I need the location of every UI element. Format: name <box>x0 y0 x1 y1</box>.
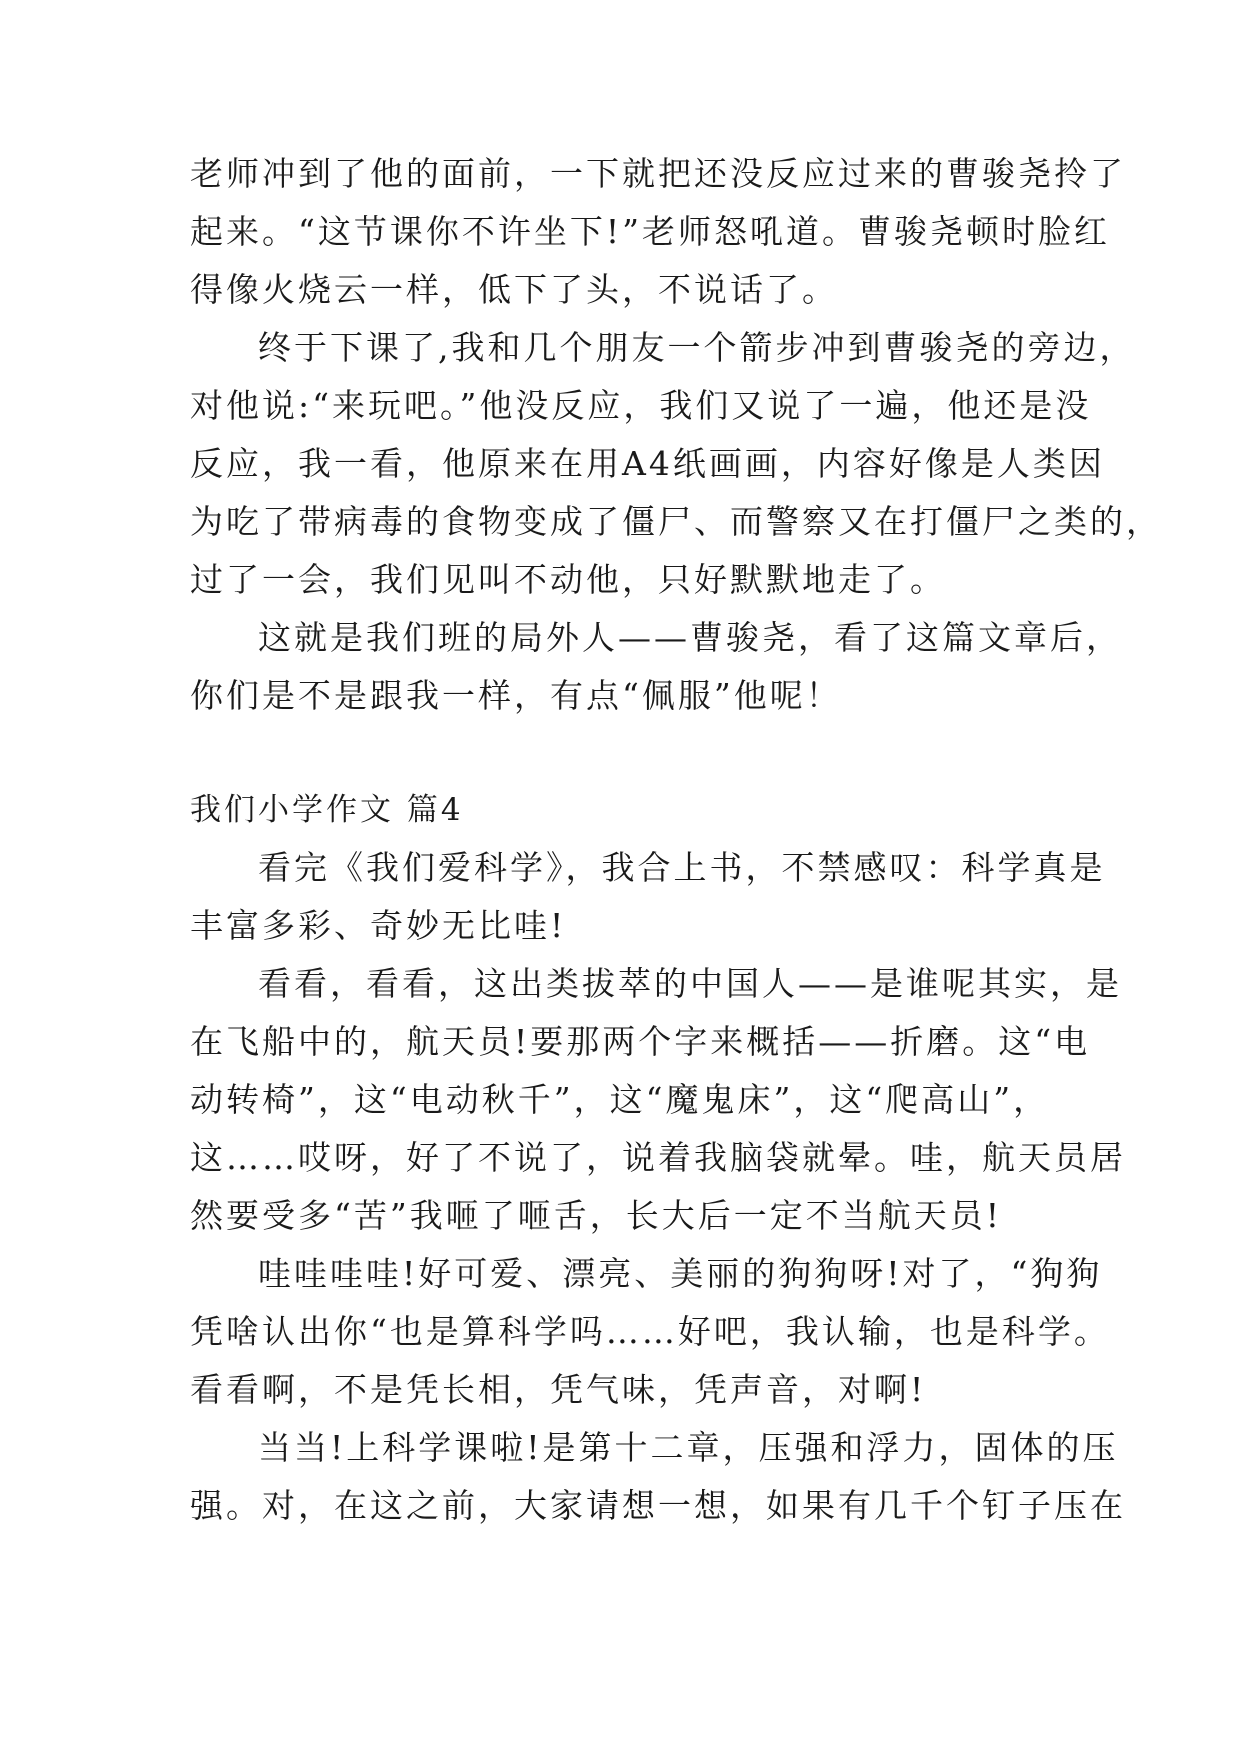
text-line: 得像火烧云一样，低下了头，不说话了。 <box>190 270 838 309</box>
text-line: 反应，我一看，他原来在用A4纸画画，内容好像是人类因 <box>190 444 1105 483</box>
paragraph-start-line: 当当!上科学课啦!是第十二章，压强和浮力，固体的压 <box>258 1428 1119 1467</box>
text-line: 强。对，在这之前，大家请想一想，如果有几千个钉子压在 <box>190 1486 1126 1525</box>
essay-heading: 我们小学作文 篇4 <box>190 792 464 828</box>
text-line: 丰富多彩、奇妙无比哇! <box>190 906 567 945</box>
paragraph-start-line: 看看，看看，这出类拔萃的中国人——是谁呢其实，是 <box>258 964 1122 1003</box>
text-line: 在飞船中的，航天员!要那两个字来概括——折磨。这“电 <box>190 1022 1091 1061</box>
text-line: 起来。“这节课你不许坐下!”老师怒吼道。曹骏尧顿时脸红 <box>190 212 1111 251</box>
paragraph-start-line: 终于下课了,我和几个朋友一个箭步冲到曹骏尧的旁边， <box>258 328 1136 367</box>
text-line: 老师冲到了他的面前，一下就把还没反应过来的曹骏尧拎了 <box>190 154 1126 193</box>
text-line: 动转椅”，这“电动秋千”，这“魔鬼床”，这“爬高山”， <box>190 1080 1050 1119</box>
paragraph-start-line: 哇哇哇哇!好可爱、漂亮、美丽的狗狗呀!对了，“狗狗 <box>258 1254 1103 1293</box>
text-line: 凭啥认出你“也是算科学吗……好吧，我认输，也是科学。 <box>190 1312 1110 1351</box>
text-line: 为吃了带病毒的食物变成了僵尸、而警察又在打僵尸之类的， <box>190 502 1162 541</box>
text-line: 这……哎呀，好了不说了，说着我脑袋就晕。哇，航天员居 <box>190 1138 1126 1177</box>
text-line: 看看啊，不是凭长相，凭气味，凭声音，对啊! <box>190 1370 927 1409</box>
paragraph-start-line: 看完《我们爱科学》，我合上书，不禁感叹：科学真是 <box>258 848 1106 887</box>
text-line: 你们是不是跟我一样，有点“佩服”他呢！ <box>190 676 842 715</box>
text-line: 过了一会，我们见叫不动他，只好默默地走了。 <box>190 560 946 599</box>
text-line: 对他说:“来玩吧。”他没反应，我们又说了一遍，他还是没 <box>190 386 1092 425</box>
text-line: 然要受多“苦”我咂了咂舌，长大后一定不当航天员! <box>190 1196 1003 1235</box>
paragraph-start-line: 这就是我们班的局外人——曹骏尧，看了这篇文章后， <box>258 618 1122 657</box>
